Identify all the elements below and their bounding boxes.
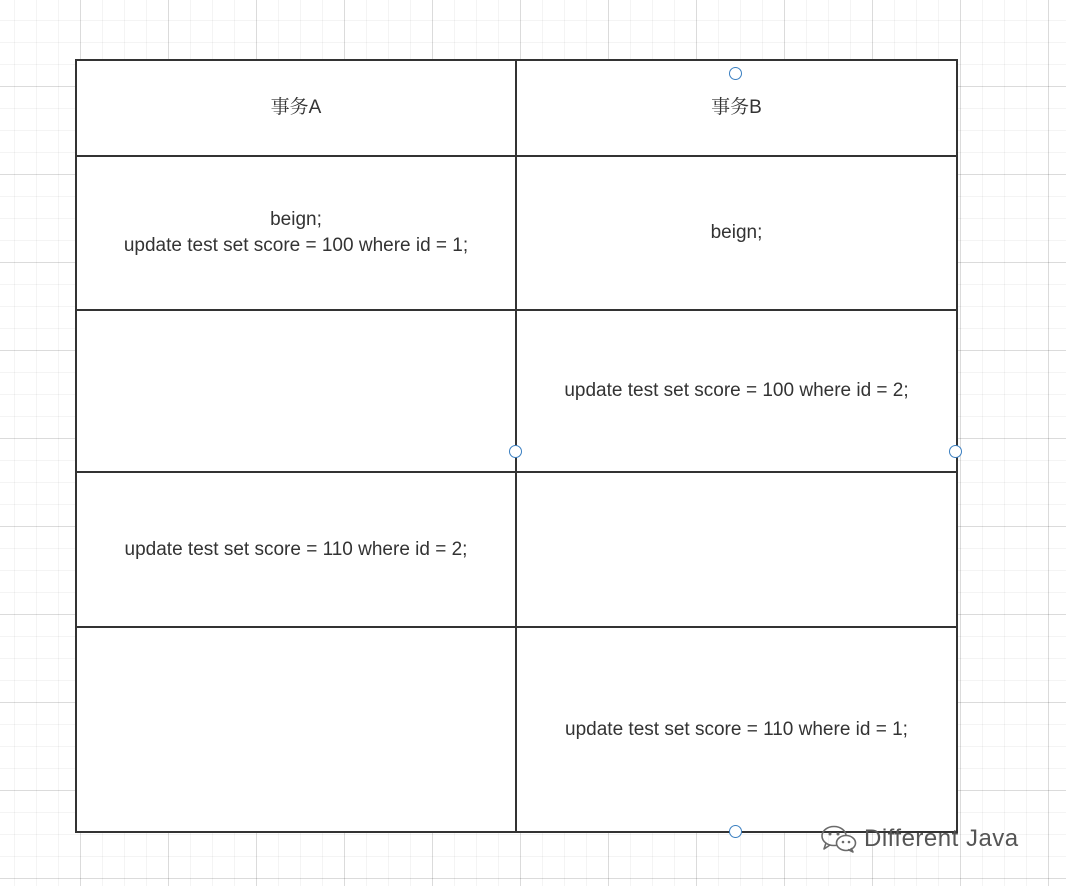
resize-handle-bottom[interactable]	[729, 825, 742, 838]
row-3-cell-b[interactable]	[515, 471, 958, 628]
row-4-cell-b[interactable]	[515, 626, 958, 833]
resize-handle-right[interactable]	[949, 445, 962, 458]
header-transaction-a-label: 事务A	[270, 97, 322, 118]
row-2-cell-a[interactable]	[75, 309, 517, 473]
watermark-text: Different Java	[864, 825, 1019, 852]
header-transaction-a[interactable]	[75, 59, 517, 157]
row-4-cell-a[interactable]	[75, 626, 517, 833]
row-2-cell-b-text: update test set score = 100 where id = 2;	[564, 380, 909, 401]
row-3-cell-a-text: update test set score = 110 where id = 2;	[124, 538, 468, 560]
row-1-cell-a-text: beign; update test set score = 100 where id = 1;	[123, 209, 469, 256]
row-1-cell-a[interactable]	[75, 155, 517, 311]
row-4-cell-b-text: update test set score = 110 where id = 1;	[565, 718, 908, 740]
resize-handle-left[interactable]	[509, 445, 522, 458]
row-1-cell-b[interactable]	[515, 155, 958, 311]
row-2-cell-b[interactable]	[515, 309, 958, 473]
row-1-cell-b-text: beign;	[710, 222, 763, 243]
header-transaction-b-label: 事务B	[711, 97, 762, 118]
watermark	[820, 824, 1019, 854]
row-3-cell-a[interactable]	[75, 471, 517, 628]
resize-handle-top[interactable]	[729, 67, 742, 80]
wechat-icon	[820, 824, 858, 854]
